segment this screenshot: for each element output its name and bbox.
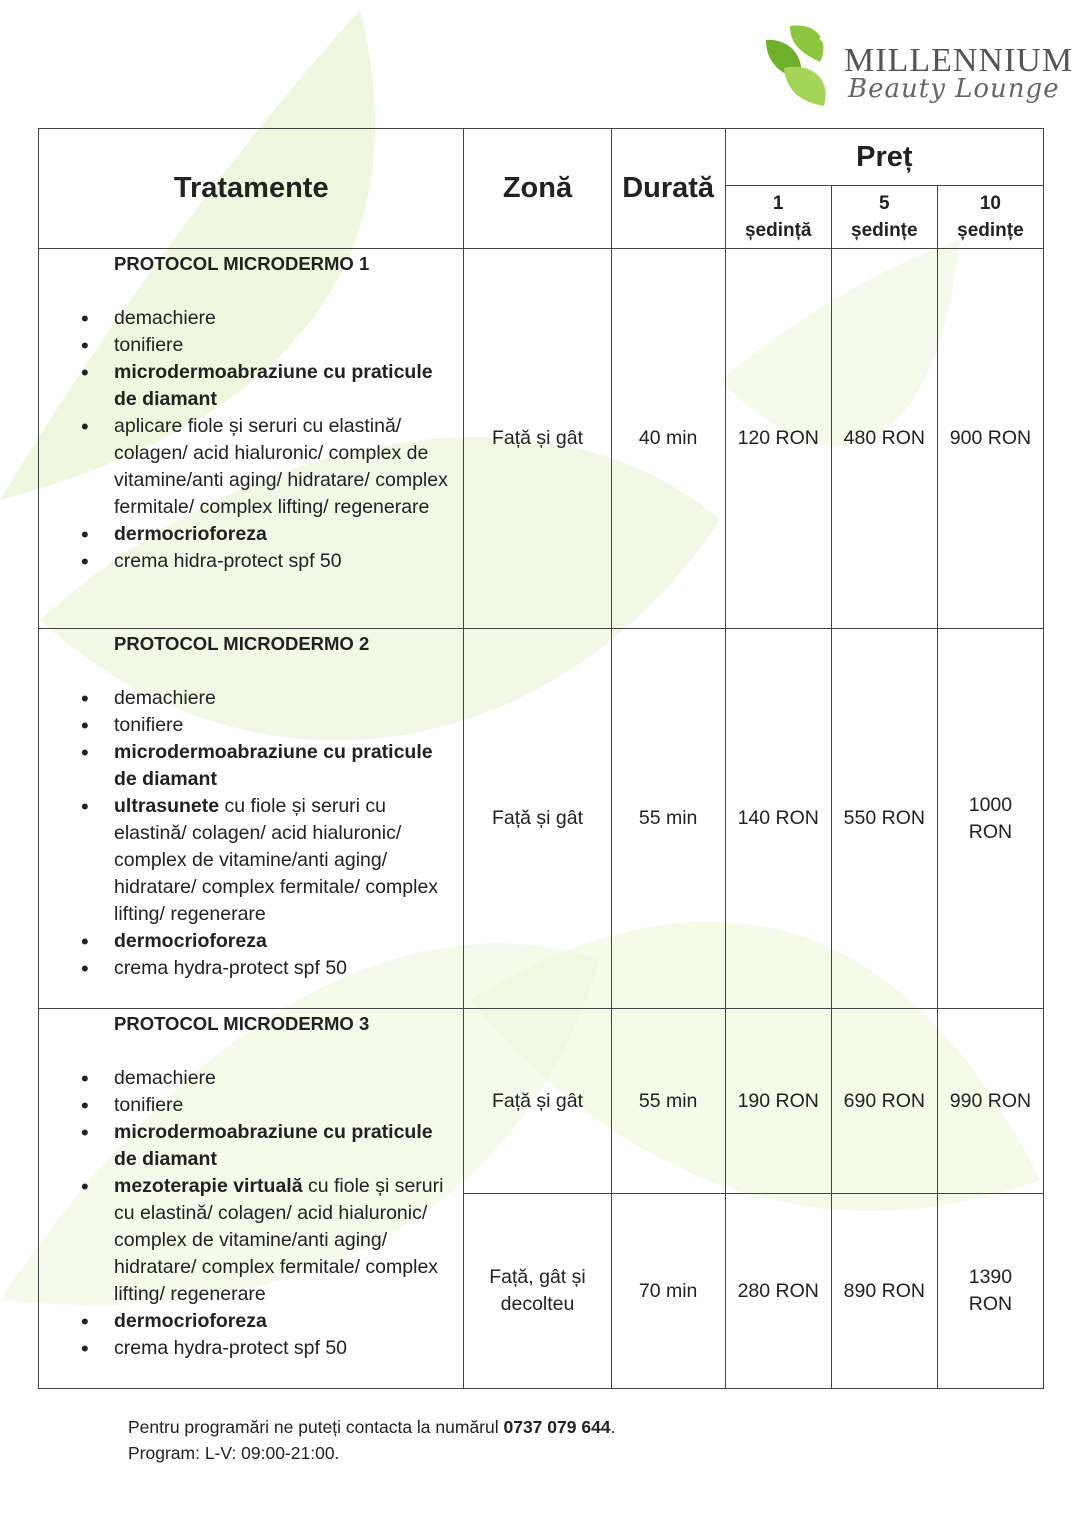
price-5-cell: 480 RON: [831, 249, 937, 629]
list-item: • tonifiere: [114, 712, 457, 739]
phone-number[interactable]: 0737 079 644: [503, 1417, 611, 1437]
list-item: • demachiere: [114, 685, 457, 712]
leaf-face-logo-icon: [760, 18, 846, 114]
price-1-cell: 120 RON: [725, 249, 831, 629]
price-table: [38, 128, 1044, 1389]
header-5-sessions: 5 ședințe: [831, 186, 937, 249]
footer: [128, 1414, 615, 1466]
header-10-sessions: 10 ședințe: [937, 186, 1043, 249]
list-item: • microdermoabraziune cu praticule de diamant: [114, 359, 457, 413]
table-row: [39, 1009, 1044, 1194]
protocol-cell: [39, 629, 464, 1009]
list-item: • ultrasunete cu fiole și seruri cu elastină/ colagen/ acid hialuronic/ complex de vitamine/anti aging/ hidratare/ complex fermitale/ complex lifting/ regenerare: [114, 793, 457, 928]
table-row: [39, 629, 1044, 1009]
price-1-cell: 190 RON: [725, 1009, 831, 1194]
list-item: • microdermoabraziune cu praticule de diamant: [114, 739, 457, 793]
list-item: • microdermoabraziune cu praticule de diamant: [114, 1119, 457, 1173]
header-treatments: Tratamente: [39, 129, 464, 249]
treatment-list: [39, 1065, 457, 1362]
price-1-cell: 280 RON: [725, 1194, 831, 1389]
table-row: [39, 249, 1044, 629]
price-5-cell: 690 RON: [831, 1009, 937, 1194]
treatment-list: [39, 305, 457, 575]
brand-tagline: Beauty Lounge: [848, 74, 1060, 104]
list-item: • crema hidra-protect spf 50: [114, 548, 457, 575]
duration-cell: 55 min: [611, 1009, 725, 1194]
header-duration: Durată: [611, 129, 725, 249]
schedule-line: Program: L-V: 09:00-21:00.: [128, 1443, 340, 1463]
treatment-list: [39, 685, 457, 982]
list-item: • dermocrioforeza: [114, 928, 457, 955]
zone-cell: Față, gât și decolteu: [464, 1194, 611, 1389]
price-1-cell: 140 RON: [725, 629, 831, 1009]
brand-name: MILLENNIUM: [844, 42, 1074, 79]
zone-cell: Față și gât: [464, 629, 611, 1009]
price-5-cell: 550 RON: [831, 629, 937, 1009]
list-item: • tonifiere: [114, 332, 457, 359]
list-item: • crema hydra-protect spf 50: [114, 955, 457, 982]
protocol-title: PROTOCOL MICRODERMO 1: [114, 253, 370, 274]
zone-cell: Față și gât: [464, 1009, 611, 1194]
duration-cell: 70 min: [611, 1194, 725, 1389]
price-10-cell: 990 RON: [937, 1009, 1043, 1194]
price-5-cell: 890 RON: [831, 1194, 937, 1389]
zone-cell: Față și gât: [464, 249, 611, 629]
price-10-cell: 1000 RON: [937, 629, 1043, 1009]
protocol-cell: [39, 249, 464, 629]
list-item: • aplicare fiole și seruri cu elastină/ colagen/ acid hialuronic/ complex de vitamine/anti aging/ hidratare/ complex fermitale/ complex lifting/ regenerare: [114, 413, 457, 521]
brand-logo: [760, 18, 1074, 118]
list-item: • demachiere: [114, 305, 457, 332]
list-item: • tonifiere: [114, 1092, 457, 1119]
price-10-cell: 1390 RON: [937, 1194, 1043, 1389]
protocol-title: PROTOCOL MICRODERMO 2: [114, 633, 370, 654]
list-item: • dermocrioforeza: [114, 1308, 457, 1335]
contact-line: Pentru programări ne puteți contacta la numărul 0737 079 644.: [128, 1417, 616, 1437]
list-item: • demachiere: [114, 1065, 457, 1092]
list-item: • dermocrioforeza: [114, 521, 457, 548]
protocol-title: PROTOCOL MICRODERMO 3: [114, 1013, 370, 1034]
price-10-cell: 900 RON: [937, 249, 1043, 629]
protocol-cell: [39, 1009, 464, 1389]
duration-cell: 40 min: [611, 249, 725, 629]
header-1-session: 1 ședință: [725, 186, 831, 249]
header-price: Preț: [725, 129, 1043, 186]
list-item: • crema hydra-protect spf 50: [114, 1335, 457, 1362]
header-zone: Zonă: [464, 129, 611, 249]
list-item: • mezoterapie virtuală cu fiole și seruri cu elastină/ colagen/ acid hialuronic/ complex de vitamine/anti aging/ hidratare/ complex fermitale/ complex lifting/ regenerare: [114, 1173, 457, 1308]
duration-cell: 55 min: [611, 629, 725, 1009]
